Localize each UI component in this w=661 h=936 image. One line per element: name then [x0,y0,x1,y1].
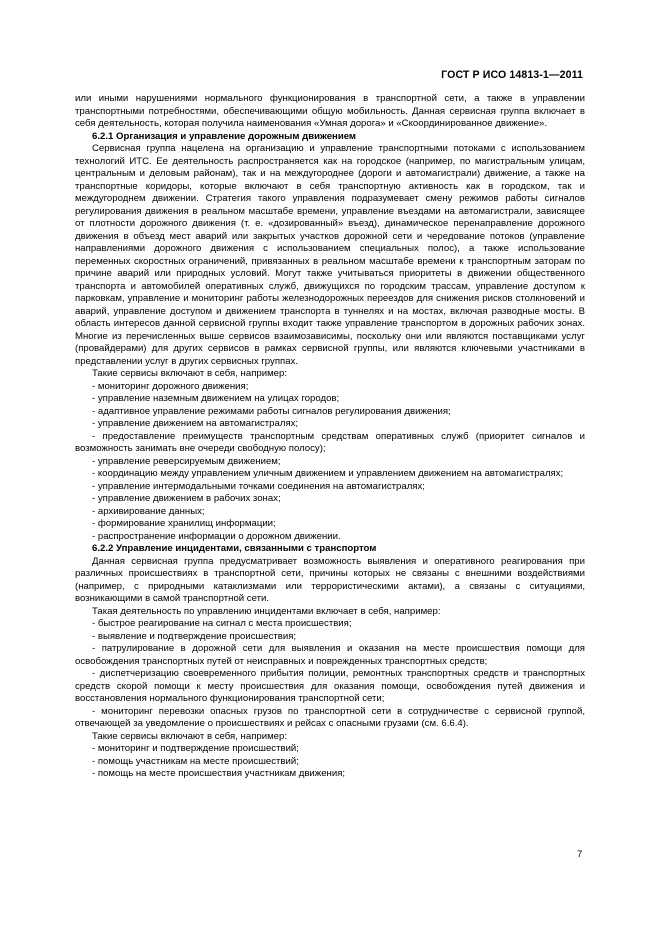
list-item: - помощь на месте происшествия участникам движения; [92,768,346,779]
list-item: - мониторинг и подтверждение происшествий; [92,743,299,754]
list-item: - быстрое реагирование на сигнал с места происшествия; [92,618,352,629]
page-number: 7 [577,849,583,860]
standard-code-header: ГОСТ Р ИСО 14813-1—2011 [441,69,583,81]
page-content [75,93,585,781]
section-6-2-2-services-intro: Такие сервисы включают в себя, например: [92,730,288,742]
intro-paragraph: или иными нарушениями нормального функционирования в транспортной сети, а также в управлении транспортными потребностями, обеспечивающими общую мобильность. Данная сервисная группа включает в себя деятельность, которая получила наименования «Умная дорога» и «Скоординированное движение». [75,93,585,129]
list-item: - диспетчеризацию своевременного прибытия полиции, ремонтных транспортных средств и транспортных средств скорой помощи к месту происшествия для оказания помощи, освобождения путей движения и восстановления нормального функционирования транспортной сети; [75,668,585,704]
list-item: - формирование хранилищ информации; [92,518,276,529]
section-6-2-1-title: 6.2.1 Организация и управление дорожным движением [92,130,357,142]
section-6-2-2-list-intro: Такая деятельность по управлению инцидентами включает в себя, например: [92,605,441,617]
list-item: - управление наземным движением на улицах городов; [92,393,340,404]
section-6-2-1-body: Сервисная группа нацелена на организацию и управление транспортными потоками с использованием технологий ИТС. Ее деятельность распространяется как на городское (например, по магистральным улицам, центральным и деловым районам), так и на междугороднее (дороги и автомагистрали) движение, а также на транспортные коридоры, которые включают в себя транспортную активность как в городском, так и междугороднем движении. Стратегия такого управления подразумевает смену режимов работы сигналов регулирования движения в реальном масштабе времени, управление въездами на автомагистрали, зависящее от плотности дорожного движения (т. е. «дозированный» въезд), динамическое перенаправление дорожного движения в объезд мест аварий или закрытых участков дорожной сети и чередование потоков (управление направлениями дорожного движения с использованием специальных полос), а также использование переменных скоростных ограничений, привязанных в реальном масштабе времени к транспортным заторам по причине аварий или природных условий. Могут также учитываться приоритеты в движении общественного транспорта и автомобилей оперативных служб, движущихся по городским трассам, управление доступом к парковкам, управление и мониторинг работы железнодорожных переездов для снижения рисков столкновений и аварий, управление доступом и движением транспорта в туннелях и на мостах, включая разводные мосты. В область интересов данной сервисной группы входит также управление транспортом в дорожных рабочих зонах. Многие из перечисленных выше сервисов взаимозависимы, поскольку они или являются поставщиками услуг (провайдерами) для других сервисов в рамках сервисной группы, или являются ключевыми участниками в представлении услуг в других сервисных группах. [75,143,585,367]
list-item: - распространение информации о дорожном движении. [92,530,341,542]
section-6-2-2-title: 6.2.2 Управление инцидентами, связанными с транспортом [92,543,377,554]
section-6-2-2-body: Данная сервисная группа предусматривает возможность выявления и оперативного реагирования при различных происшествиях в транспортной сети, причины которых не связаны с внешними воздействиями (например, с природными катаклизмами или террористическими актами), а связаны с ситуациями, возникающими в самой транспортной сети. [75,555,585,604]
list-item: - выявление и подтверждение происшествия; [92,630,297,642]
list-item: - управление интермодальными точками соединения на автомагистралях; [92,480,425,492]
list-item: - архивирование данных; [92,505,205,517]
list-item: - помощь участникам на месте происшествий; [92,755,299,767]
list-item: - управление движением на автомагистралях; [92,418,299,429]
list-item: - мониторинг перевозки опасных грузов по транспортной сети в сотрудничестве с сервисной группой, отвечающей за уведомление о происшествиях и рейсах с опасными грузами (см. 6.6.4). [75,705,585,729]
list-item: - координацию между управлением уличным движением и управлением движением на автомагистралях; [92,468,564,479]
list-item: - патрулирование в дорожной сети для выявления и оказания на месте происшествия помощи для освобождения транспортных путей от неисправных и поврежденных транспортных средств; [75,643,585,667]
list-item: - управление реверсируемым движением; [92,455,281,467]
list-item: - адаптивное управление режимами работы сигналов регулирования движения; [92,405,451,417]
list-item: - мониторинг дорожного движения; [92,380,249,392]
list-item: - предоставление преимуществ транспортным средствам оперативных служб (приоритет сигналов и возможность занимать вне очереди свободную полосу); [75,430,585,454]
list-item: - управление движением в рабочих зонах; [92,493,281,504]
section-6-2-1-list-intro: Такие сервисы включают в себя, например: [92,368,288,379]
